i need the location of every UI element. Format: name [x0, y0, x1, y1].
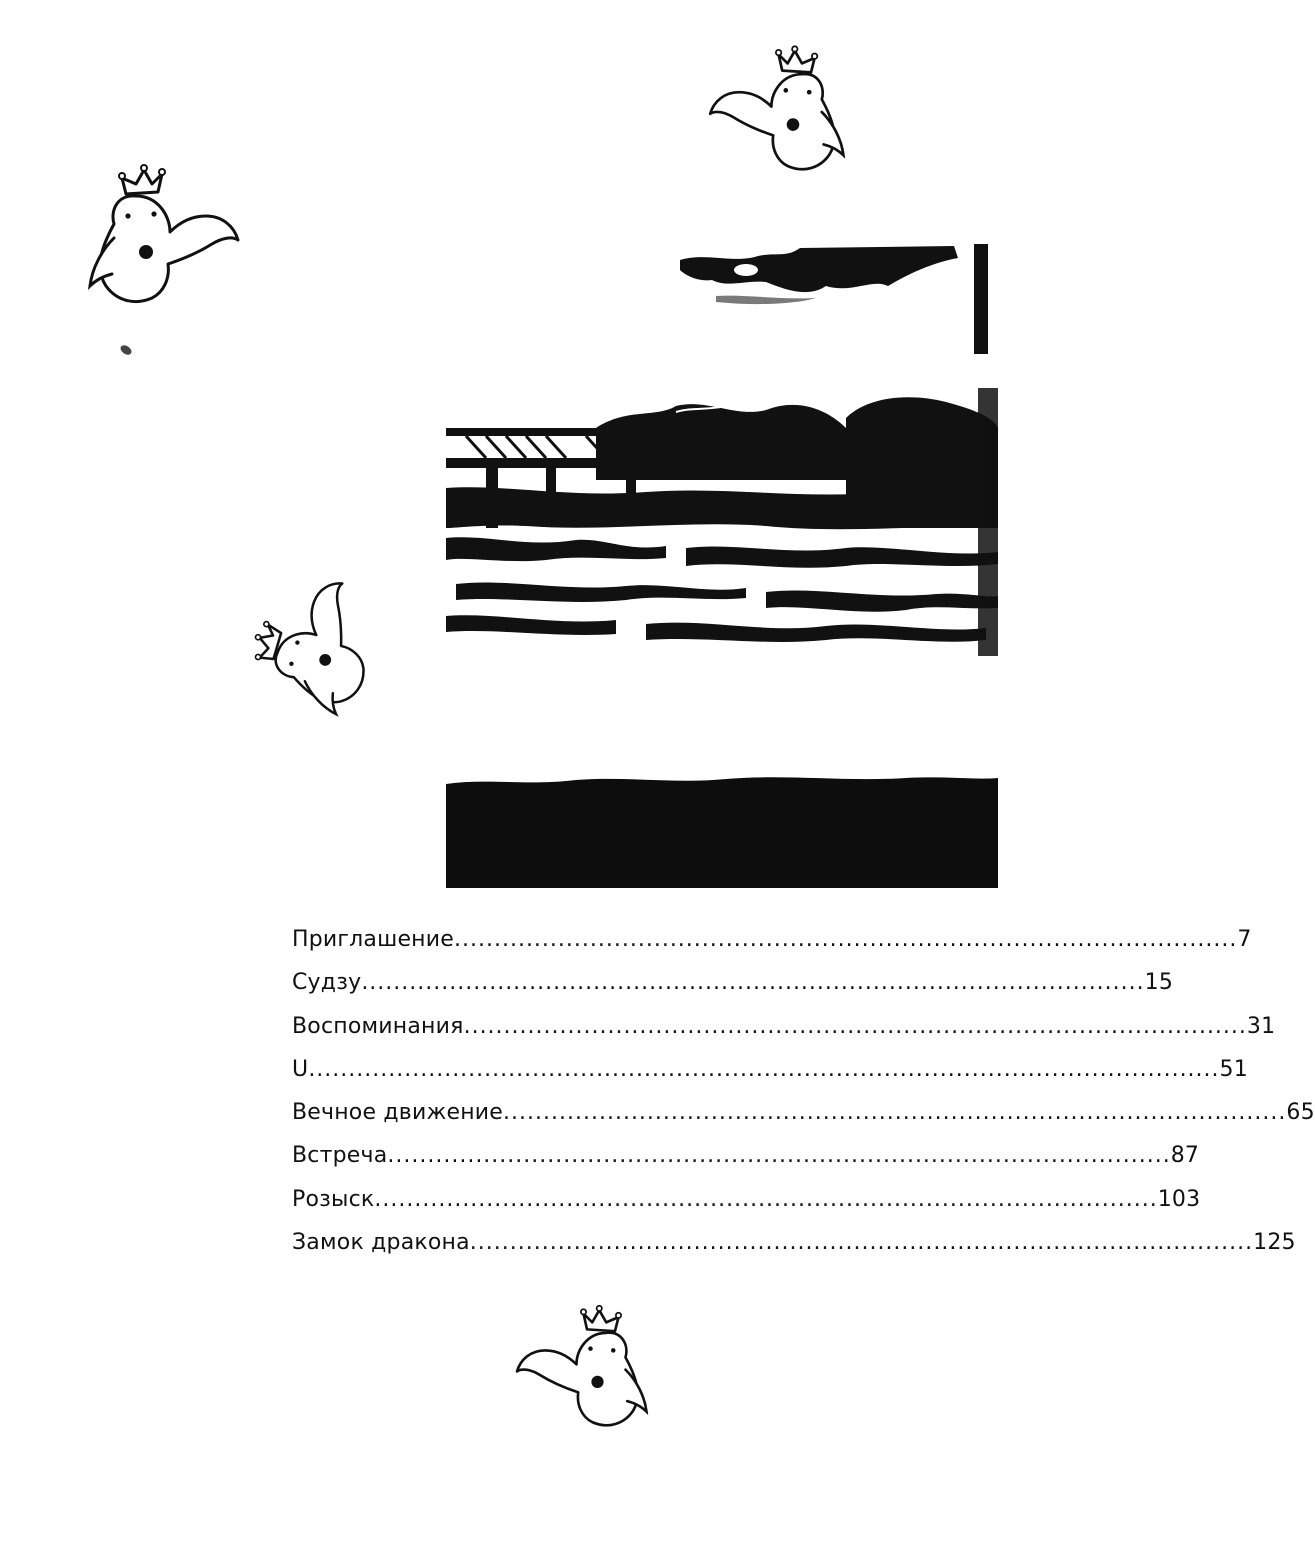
toc-entry-title: U [292, 1056, 309, 1082]
toc-entry[interactable] [292, 961, 1174, 1004]
toc-entry-page: 15 [1144, 970, 1174, 996]
ink-smudge [114, 340, 138, 360]
toc-leader-dots: .................................................................................................. [387, 1143, 1171, 1169]
toc-entry-page: 31 [1246, 1013, 1276, 1039]
toc-entry-title: Встреча [292, 1143, 388, 1169]
toc-entry[interactable] [292, 1005, 1276, 1048]
toc-entry-title: Судзу [292, 970, 362, 996]
toc-entry-title: Розыск [292, 1186, 375, 1212]
toc-leader-dots: .................................................................................................................. [308, 1056, 1220, 1082]
toc-entry[interactable] [292, 918, 1252, 961]
toc-entry-page: 125 [1253, 1230, 1296, 1256]
toc-entry-page: 7 [1237, 927, 1252, 952]
toc-entry-title: Воспоминания [292, 1013, 464, 1039]
crowned-winged-ghost-icon [700, 40, 850, 175]
crowned-winged-ghost-icon [510, 1294, 650, 1454]
toc-leader-dots: .................................................................................................. [374, 1186, 1158, 1212]
toc-entry[interactable] [292, 1091, 1315, 1134]
toc-entry-page: 51 [1219, 1056, 1248, 1082]
river-bridge-photo [446, 388, 998, 656]
toc-leader-dots: .................................................................................................. [469, 1230, 1254, 1256]
toc-entry[interactable] [292, 1178, 1201, 1221]
toc-entry[interactable] [292, 1221, 1296, 1264]
toc-leader-dots: .................................................................................................. [454, 927, 1238, 952]
toc-entry-title: Приглашение [292, 927, 454, 952]
toc-entry-title: Замок дракона [292, 1230, 470, 1256]
toc-entry-page: 87 [1170, 1143, 1200, 1169]
table-of-contents [292, 918, 1315, 1264]
crowned-winged-ghost-icon [232, 572, 402, 707]
toc-entry-page: 65 [1286, 1100, 1315, 1126]
crowned-winged-ghost-icon [86, 158, 246, 318]
toc-leader-dots: .................................................................................................. [361, 970, 1145, 996]
toc-entry[interactable] [292, 1134, 1200, 1177]
toc-entry[interactable] [292, 1048, 1248, 1091]
black-ink-band [446, 774, 998, 888]
toc-entry-title: Вечное движение [292, 1100, 504, 1126]
toc-entry-page: 103 [1157, 1186, 1201, 1212]
toc-leader-dots: .................................................................................................. [503, 1100, 1287, 1126]
toc-leader-dots: .................................................................................................. [463, 1013, 1247, 1039]
photo-strip-top [676, 238, 1000, 358]
